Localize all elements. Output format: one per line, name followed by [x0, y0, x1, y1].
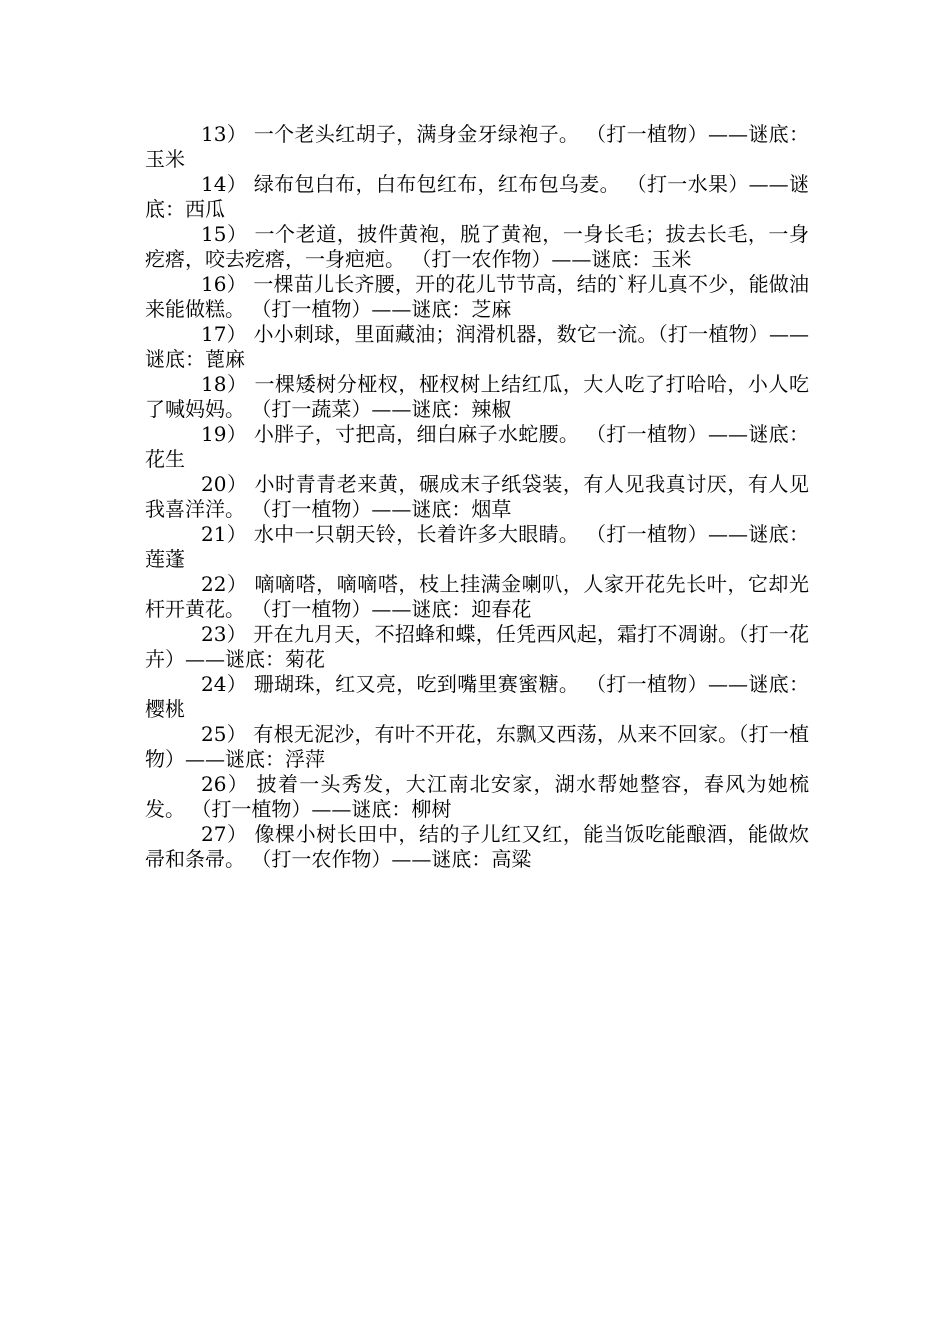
riddle-16: 16） 一棵苗儿长齐腰，开的花儿节节高，结的`籽儿真不少，能做油来能做糕。 （打一植物）——谜底：芝麻 — [145, 272, 809, 321]
riddle-15: 15） 一个老道，披件黄袍，脱了黄袍，一身长毛；拔去长毛，一身疙瘩，咬去疙瘩，一身疤疤。 （打一农作物）——谜底：玉米 — [145, 222, 809, 271]
riddle-24: 24） 珊瑚珠，红又亮，吃到嘴里赛蜜糖。 （打一植物）——谜底：樱桃 — [145, 672, 809, 721]
riddle-22: 22） 嘀嘀嗒，嘀嘀嗒，枝上挂满金喇叭，人家开花先长叶，它却光杆开黄花。 （打一植物）——谜底：迎春花 — [145, 572, 809, 621]
riddle-13: 13） 一个老头红胡子，满身金牙绿袍子。 （打一植物）——谜底：玉米 — [145, 122, 809, 171]
riddle-20: 20） 小时青青老来黄，碾成末子纸袋装，有人见我真讨厌，有人见我喜洋洋。 （打一植物）——谜底：烟草 — [145, 472, 809, 521]
riddle-19: 19） 小胖子，寸把高，细白麻子水蛇腰。 （打一植物）——谜底：花生 — [145, 422, 809, 471]
document-page — [145, 122, 809, 872]
riddle-17: 17） 小小刺球，里面藏油；润滑机器，数它一流。（打一植物）——谜底：蓖麻 — [145, 322, 809, 371]
riddle-27: 27） 像棵小树长田中，结的子儿红又红，能当饭吃能酿酒，能做炊帚和条帚。 （打一农作物）——谜底：高粱 — [145, 822, 809, 871]
riddle-25: 25） 有根无泥沙，有叶不开花，东飘又西荡，从来不回家。（打一植物）——谜底：浮萍 — [145, 722, 809, 771]
riddle-14: 14） 绿布包白布，白布包红布，红布包乌麦。 （打一水果）——谜底：西瓜 — [145, 172, 809, 221]
riddle-21: 21） 水中一只朝天铃，长着许多大眼睛。 （打一植物）——谜底：莲蓬 — [145, 522, 809, 571]
riddle-23: 23） 开在九月天，不招蜂和蝶，任凭西风起，霜打不凋谢。（打一花卉）——谜底：菊花 — [145, 622, 809, 671]
riddle-18: 18） 一棵矮树分桠杈，桠杈树上结红瓜，大人吃了打哈哈，小人吃了喊妈妈。 （打一蔬菜）——谜底：辣椒 — [145, 372, 809, 421]
riddle-26: 26） 披着一头秀发，大江南北安家，湖水帮她整容，春风为她梳发。 （打一植物）——谜底：柳树 — [145, 772, 809, 821]
